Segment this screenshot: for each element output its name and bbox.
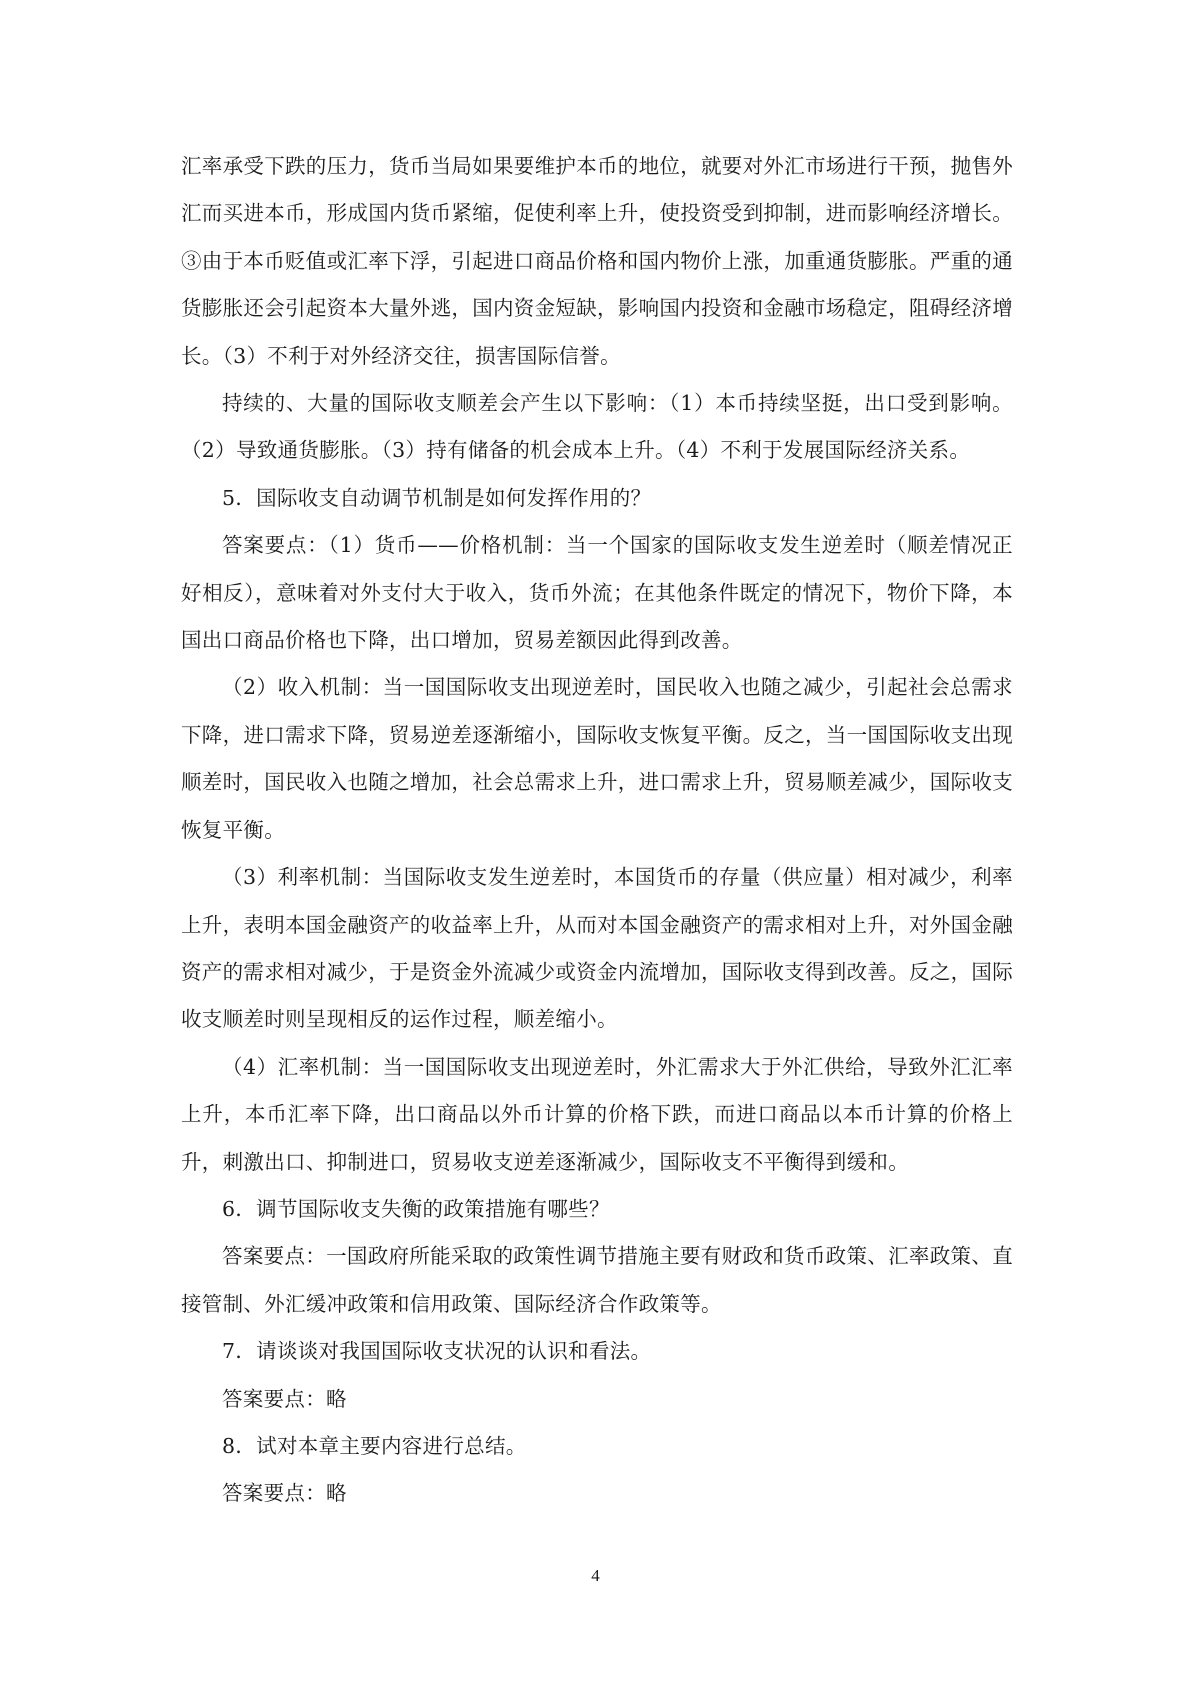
page-number: 4 [591, 1566, 600, 1585]
answer-8: 答案要点：略 [222, 1481, 347, 1506]
question-6: 6．调节国际收支失衡的政策措施有哪些？ [222, 1196, 610, 1221]
paragraph-continuation: 汇率承受下跌的压力，货币当局如果要维护本币的地位，就要对外汇市场进行干预，抛售外汇而买进本币，形成国内货币紧缩，促使利率上升，使投资受到抑制，进而影响经济增长。③由于本币贬值或汇率下浮，引起进口商品价格和国内物价上涨，加重通货膨胀。严重的通货膨胀还会引起资本大量外逃，国内资金短缺，影响国内投资和金融市场稳定，阻碍经济增长。（3）不利于对外经济交往，损害国际信誉。 [181, 154, 1013, 368]
answer-6: 答案要点：一国政府所能采取的政策性调节措施主要有财政和货币政策、汇率政策、直接管制、外汇缓冲政策和信用政策、国际经济合作政策等。 [181, 1244, 1013, 1316]
answer-7: 答案要点：略 [222, 1386, 347, 1411]
paragraph-surplus-effects: 持续的、大量的国际收支顺差会产生以下影响：（1）本币持续坚挺，出口受到影响。（2）导致通货膨胀。（3）持有储备的机会成本上升。（4）不利于发展国际经济关系。 [181, 391, 1013, 463]
document-body [181, 143, 1013, 1518]
answer-5-exchange-rate: （4）汇率机制：当一国国际收支出现逆差时，外汇需求大于外汇供给，导致外汇汇率上升，本币汇率下降，出口商品以外币计算的价格下跌，而进口商品以本币计算的价格上升，刺激出口、抑制进口，贸易收支逆差逐渐减少，国际收支不平衡得到缓和。 [181, 1054, 1013, 1174]
answer-5-money-price: 答案要点：（1）货币——价格机制：当一个国家的国际收支发生逆差时（顺差情况正好相反），意味着对外支付大于收入，货币外流；在其他条件既定的情况下，物价下降，本国出口商品价格也下降，出口增加，贸易差额因此得到改善。 [181, 533, 1013, 653]
answer-5-income: （2）收入机制：当一国国际收支出现逆差时，国民收入也随之减少，引起社会总需求下降，进口需求下降，贸易逆差逐渐缩小，国际收支恢复平衡。反之，当一国国际收支出现顺差时，国民收入也随之增加，社会总需求上升，进口需求上升，贸易顺差减少，国际收支恢复平衡。 [181, 675, 1013, 842]
question-8: 8．试对本章主要内容进行总结。 [222, 1433, 527, 1458]
question-7: 7．请谈谈对我国国际收支状况的认识和看法。 [222, 1339, 652, 1364]
question-5: 5．国际收支自动调节机制是如何发挥作用的？ [222, 485, 652, 510]
answer-5-interest-rate: （3）利率机制：当国际收支发生逆差时，本国货币的存量（供应量）相对减少，利率上升，表明本国金融资产的收益率上升，从而对本国金融资产的需求相对上升，对外国金融资产的需求相对减少，于是资金外流减少或资金内流增加，国际收支得到改善。反之，国际收支顺差时则呈现相反的运作过程，顺差缩小。 [181, 865, 1013, 1032]
